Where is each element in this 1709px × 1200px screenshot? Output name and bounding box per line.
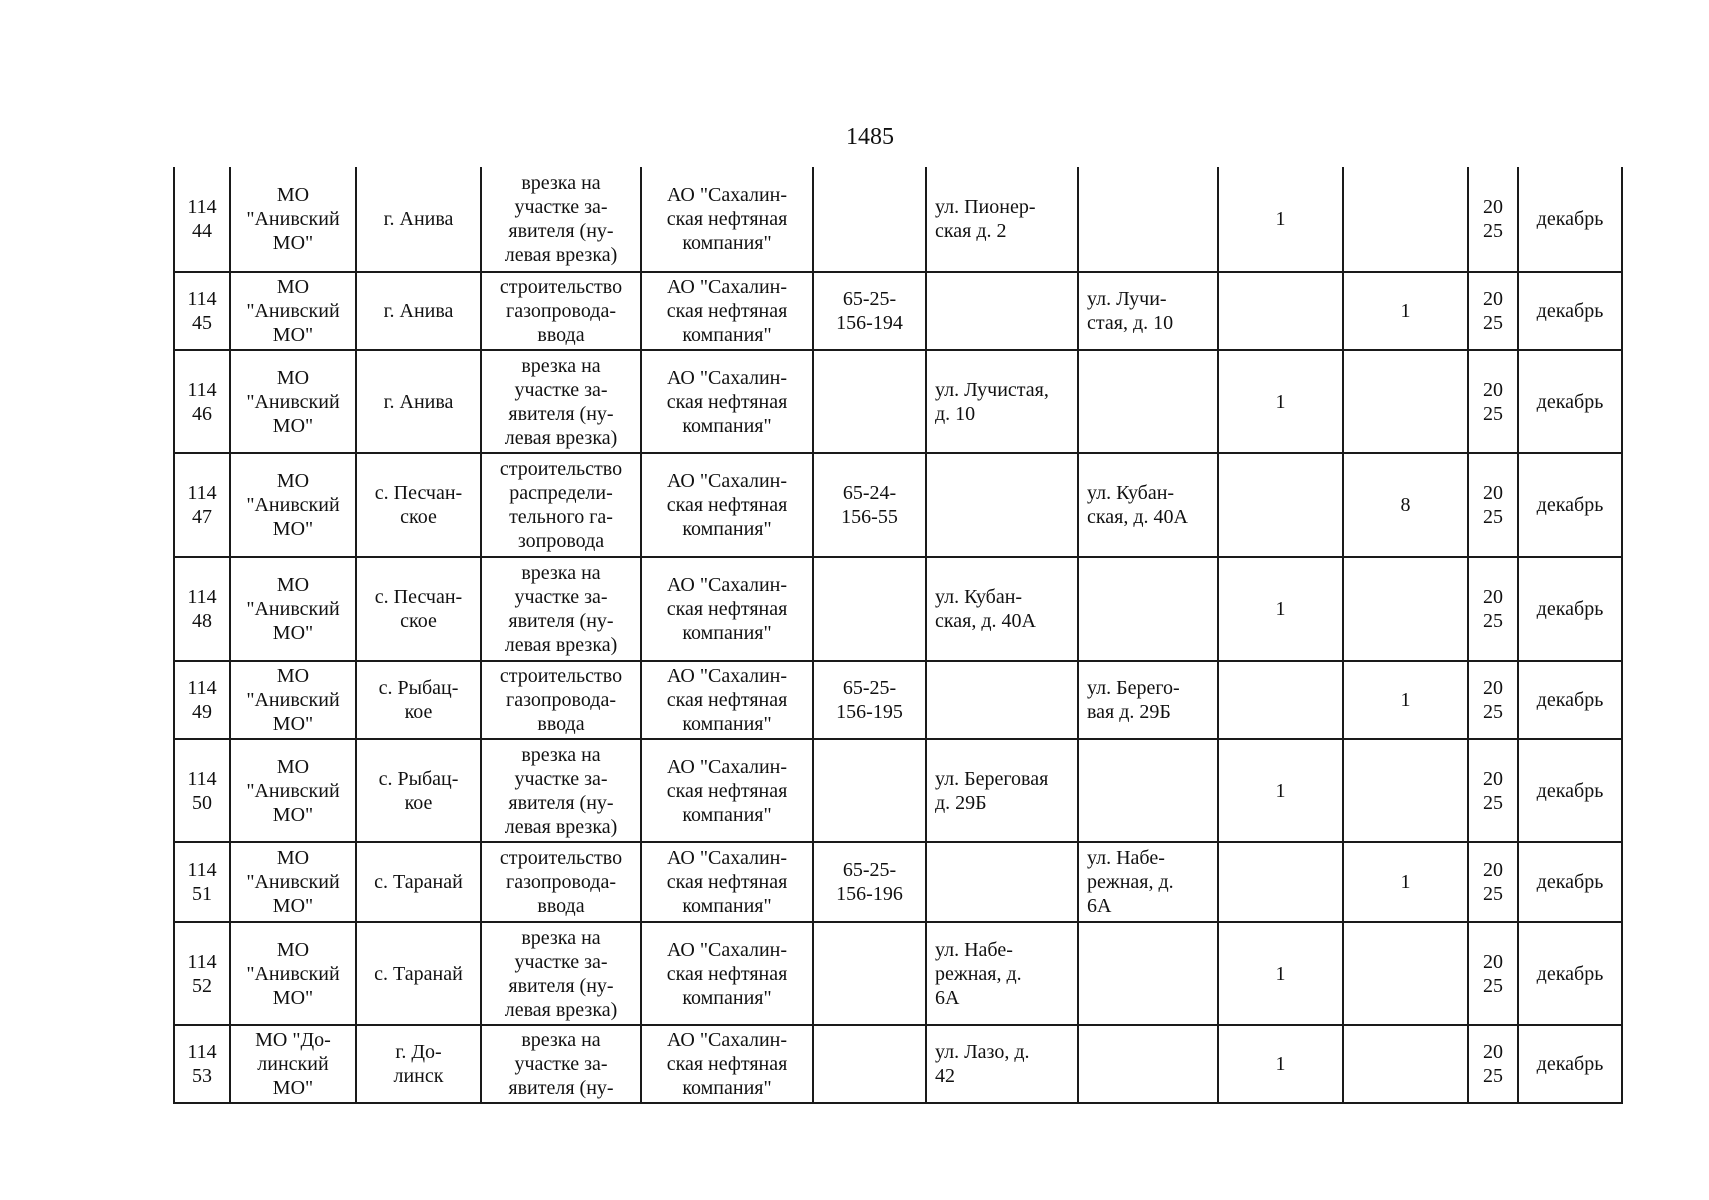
pipeline-quantity-cell <box>1343 842 1468 922</box>
work-type-cell <box>481 557 641 661</box>
row-number-cell <box>174 661 230 739</box>
month-text: декабрь <box>1536 871 1604 893</box>
settlement-cell <box>356 557 481 661</box>
organization-text: АО "Сахалин- ская нефтяная компания" <box>666 1029 788 1099</box>
row-number-text: 114 51 <box>187 859 217 905</box>
table-row <box>174 453 1622 557</box>
pipeline-quantity-cell <box>1343 272 1468 350</box>
settlement-cell <box>356 661 481 739</box>
work-type-cell <box>481 1025 641 1103</box>
connection-quantity-cell <box>1218 661 1343 739</box>
pipeline-quantity-cell <box>1343 350 1468 453</box>
organization-text: АО "Сахалин- ская нефтяная компания" <box>666 847 788 917</box>
organization-text: АО "Сахалин- ская нефтяная компания" <box>666 665 788 735</box>
row-number-text: 114 53 <box>187 1041 217 1087</box>
month-cell <box>1518 739 1622 842</box>
month-text: декабрь <box>1536 494 1604 516</box>
month-cell <box>1518 1025 1622 1103</box>
pipeline-quantity-text: 1 <box>1400 689 1411 711</box>
pipeline-quantity-cell <box>1343 661 1468 739</box>
table-row <box>174 922 1622 1025</box>
year-cell <box>1468 557 1518 661</box>
project-code-cell <box>813 167 926 272</box>
month-text: декабрь <box>1536 300 1604 322</box>
year-cell <box>1468 661 1518 739</box>
row-number-text: 114 45 <box>187 288 217 334</box>
year-text: 20 25 <box>1483 196 1503 242</box>
project-code-cell <box>813 661 926 739</box>
connection-quantity-cell <box>1218 167 1343 272</box>
connection-address-text: ул. Береговая д. 29Б <box>935 767 1049 814</box>
row-number-text: 114 50 <box>187 767 217 814</box>
year-cell <box>1468 350 1518 453</box>
municipality-cell <box>230 453 356 557</box>
project-code-text: 65-25- 156-195 <box>836 677 903 723</box>
municipality-text: МО "До- линский МО" <box>255 1029 331 1099</box>
year-text: 20 25 <box>1483 378 1503 425</box>
connection-address-cell <box>926 272 1078 350</box>
organization-cell <box>641 557 813 661</box>
settlement-cell <box>356 842 481 922</box>
municipality-text: МО "Анивский МО" <box>246 574 340 644</box>
settlement-cell <box>356 350 481 453</box>
row-number-cell <box>174 842 230 922</box>
row-number-text: 114 52 <box>187 950 217 997</box>
pipeline-address-cell <box>1078 453 1218 557</box>
organization-text: АО "Сахалин- ская нефтяная компания" <box>666 755 788 826</box>
municipality-text: МО "Анивский МО" <box>246 470 340 540</box>
row-number-text: 114 47 <box>187 482 217 528</box>
connection-address-text: ул. Набе- режная, д. 6А <box>935 938 1022 1009</box>
project-code-cell <box>813 350 926 453</box>
pipeline-address-cell <box>1078 557 1218 661</box>
row-number-cell <box>174 922 230 1025</box>
project-code-cell <box>813 272 926 350</box>
project-code-text: 65-24- 156-55 <box>841 482 898 528</box>
year-text: 20 25 <box>1483 1041 1503 1087</box>
municipality-text: МО "Анивский МО" <box>246 938 340 1009</box>
project-code-text: 65-25- 156-194 <box>836 288 903 334</box>
settlement-cell <box>356 272 481 350</box>
settlement-text: с. Таранай <box>374 962 463 985</box>
connection-quantity-cell <box>1218 272 1343 350</box>
pipeline-quantity-text: 1 <box>1400 871 1411 893</box>
connection-address-cell <box>926 661 1078 739</box>
pipeline-address-cell <box>1078 739 1218 842</box>
municipality-text: МО "Анивский МО" <box>246 276 340 346</box>
settlement-text: г. Анива <box>383 390 454 413</box>
organization-cell <box>641 842 813 922</box>
month-cell <box>1518 350 1622 453</box>
connection-quantity-cell <box>1218 842 1343 922</box>
organization-cell <box>641 272 813 350</box>
pipeline-quantity-cell <box>1343 453 1468 557</box>
month-cell <box>1518 272 1622 350</box>
pipeline-quantity-cell <box>1343 167 1468 272</box>
work-type-cell <box>481 842 641 922</box>
year-text: 20 25 <box>1483 767 1503 814</box>
connection-address-text: ул. Лучистая, д. 10 <box>935 378 1049 425</box>
month-text: декабрь <box>1536 962 1604 985</box>
pipeline-quantity-text: 1 <box>1400 300 1411 322</box>
settlement-text: с. Таранай <box>374 871 463 893</box>
table-row <box>174 557 1622 661</box>
organization-text: АО "Сахалин- ская нефтяная компания" <box>666 276 788 346</box>
municipality-text: МО "Анивский МО" <box>246 366 340 437</box>
settlement-text: с. Песчан- ское <box>374 586 463 632</box>
connection-address-cell <box>926 842 1078 922</box>
connection-quantity-cell <box>1218 350 1343 453</box>
row-number-text: 114 48 <box>187 586 217 632</box>
project-code-cell <box>813 557 926 661</box>
settlement-cell <box>356 167 481 272</box>
year-text: 20 25 <box>1483 482 1503 528</box>
municipality-cell <box>230 739 356 842</box>
work-type-text: врезка на участке за- явителя (ну- левая врезка) <box>504 172 618 266</box>
connection-address-text: ул. Пионер- ская д. 2 <box>935 196 1036 242</box>
connection-quantity-text: 1 <box>1275 598 1286 620</box>
pipeline-quantity-text: 8 <box>1400 494 1411 516</box>
connection-address-cell <box>926 1025 1078 1103</box>
project-code-text: 65-25- 156-196 <box>836 859 903 905</box>
settlement-text: г. Анива <box>383 208 454 230</box>
organization-cell <box>641 167 813 272</box>
row-number-cell <box>174 739 230 842</box>
connection-quantity-text: 1 <box>1275 208 1286 230</box>
row-number-cell <box>174 272 230 350</box>
work-type-text: строительство газопровода- ввода <box>499 847 623 917</box>
year-cell <box>1468 167 1518 272</box>
organization-cell <box>641 739 813 842</box>
connection-quantity-text: 1 <box>1275 779 1286 802</box>
work-type-cell <box>481 167 641 272</box>
pipeline-address-cell <box>1078 272 1218 350</box>
table-row <box>174 661 1622 739</box>
project-code-cell <box>813 739 926 842</box>
settlement-cell <box>356 1025 481 1103</box>
work-type-cell <box>481 453 641 557</box>
pipeline-address-text: ул. Набе- режная, д. 6А <box>1087 847 1174 917</box>
project-code-cell <box>813 453 926 557</box>
connection-address-cell <box>926 350 1078 453</box>
row-number-cell <box>174 167 230 272</box>
municipality-text: МО "Анивский МО" <box>246 847 340 917</box>
connection-quantity-cell <box>1218 1025 1343 1103</box>
organization-cell <box>641 661 813 739</box>
connection-address-text: ул. Кубан- ская, д. 40А <box>935 586 1036 632</box>
work-type-text: врезка на участке за- явителя (ну- <box>508 1029 614 1099</box>
month-cell <box>1518 167 1622 272</box>
organization-cell <box>641 453 813 557</box>
municipality-text: МО "Анивский МО" <box>246 755 340 826</box>
connection-quantity-text: 1 <box>1275 1053 1286 1075</box>
gas-connection-table <box>173 167 1623 1104</box>
page-number: 1485 <box>846 124 894 150</box>
year-text: 20 25 <box>1483 586 1503 632</box>
organization-cell <box>641 350 813 453</box>
year-text: 20 25 <box>1483 288 1503 334</box>
work-type-text: строительство распредели- тельного га- зопровода <box>499 458 623 552</box>
work-type-cell <box>481 739 641 842</box>
year-cell <box>1468 453 1518 557</box>
connection-address-cell <box>926 453 1078 557</box>
year-cell <box>1468 1025 1518 1103</box>
pipeline-quantity-cell <box>1343 739 1468 842</box>
settlement-text: г. Анива <box>383 300 454 322</box>
year-cell <box>1468 272 1518 350</box>
municipality-cell <box>230 557 356 661</box>
table-body <box>174 167 1622 1103</box>
month-text: декабрь <box>1536 1053 1604 1075</box>
municipality-cell <box>230 272 356 350</box>
connection-address-cell <box>926 557 1078 661</box>
pipeline-address-cell <box>1078 842 1218 922</box>
connection-quantity-cell <box>1218 922 1343 1025</box>
municipality-cell <box>230 842 356 922</box>
settlement-text: с. Песчан- ское <box>374 482 463 528</box>
project-code-cell <box>813 1025 926 1103</box>
row-number-cell <box>174 1025 230 1103</box>
organization-cell <box>641 922 813 1025</box>
table-row <box>174 1025 1622 1103</box>
connection-quantity-cell <box>1218 557 1343 661</box>
work-type-cell <box>481 922 641 1025</box>
municipality-cell <box>230 922 356 1025</box>
connection-address-text: ул. Лазо, д. 42 <box>935 1041 1030 1087</box>
year-cell <box>1468 842 1518 922</box>
month-text: декабрь <box>1536 208 1604 230</box>
organization-text: АО "Сахалин- ская нефтяная компания" <box>666 184 788 254</box>
organization-text: АО "Сахалин- ская нефтяная компания" <box>666 574 788 644</box>
year-text: 20 25 <box>1483 677 1503 723</box>
work-type-text: врезка на участке за- явителя (ну- левая врезка) <box>504 926 618 1021</box>
row-number-cell <box>174 453 230 557</box>
year-text: 20 25 <box>1483 950 1503 997</box>
work-type-text: врезка на участке за- явителя (ну- левая врезка) <box>504 354 618 449</box>
project-code-cell <box>813 842 926 922</box>
row-number-text: 114 46 <box>187 378 217 425</box>
table-row <box>174 167 1622 272</box>
municipality-text: МО "Анивский МО" <box>246 184 340 254</box>
work-type-cell <box>481 661 641 739</box>
pipeline-address-text: ул. Кубан- ская, д. 40А <box>1087 482 1188 528</box>
connection-quantity-cell <box>1218 453 1343 557</box>
connection-address-cell <box>926 739 1078 842</box>
month-cell <box>1518 661 1622 739</box>
pipeline-address-cell <box>1078 661 1218 739</box>
row-number-text: 114 44 <box>187 196 217 242</box>
table-row <box>174 739 1622 842</box>
settlement-text: г. До- линск <box>393 1041 444 1087</box>
organization-text: АО "Сахалин- ская нефтяная компания" <box>666 938 788 1009</box>
work-type-text: строительство газопровода- ввода <box>499 276 623 346</box>
organization-cell <box>641 1025 813 1103</box>
table-row <box>174 350 1622 453</box>
work-type-cell <box>481 272 641 350</box>
pipeline-address-cell <box>1078 922 1218 1025</box>
connection-address-cell <box>926 167 1078 272</box>
row-number-cell <box>174 557 230 661</box>
table-row <box>174 842 1622 922</box>
municipality-cell <box>230 661 356 739</box>
settlement-cell <box>356 739 481 842</box>
municipality-cell <box>230 350 356 453</box>
work-type-text: строительство газопровода- ввода <box>499 665 623 735</box>
work-type-cell <box>481 350 641 453</box>
settlement-text: с. Рыбац- кое <box>378 677 459 723</box>
table-row <box>174 272 1622 350</box>
connection-address-cell <box>926 922 1078 1025</box>
settlement-cell <box>356 453 481 557</box>
month-cell <box>1518 453 1622 557</box>
month-text: декабрь <box>1536 779 1604 802</box>
pipeline-address-cell <box>1078 167 1218 272</box>
pipeline-quantity-cell <box>1343 1025 1468 1103</box>
month-text: декабрь <box>1536 598 1604 620</box>
row-number-cell <box>174 350 230 453</box>
pipeline-address-cell <box>1078 350 1218 453</box>
pipeline-quantity-cell <box>1343 922 1468 1025</box>
work-type-text: врезка на участке за- явителя (ну- левая врезка) <box>504 562 618 656</box>
settlement-text: с. Рыбац- кое <box>378 767 459 814</box>
settlement-cell <box>356 922 481 1025</box>
connection-quantity-cell <box>1218 739 1343 842</box>
month-cell <box>1518 842 1622 922</box>
year-cell <box>1468 739 1518 842</box>
month-cell <box>1518 557 1622 661</box>
organization-text: АО "Сахалин- ская нефтяная компания" <box>666 470 788 540</box>
month-text: декабрь <box>1536 390 1604 413</box>
municipality-text: МО "Анивский МО" <box>246 665 340 735</box>
pipeline-address-text: ул. Берего- вая д. 29Б <box>1087 677 1180 723</box>
organization-text: АО "Сахалин- ская нефтяная компания" <box>666 366 788 437</box>
pipeline-address-cell <box>1078 1025 1218 1103</box>
pipeline-address-text: ул. Лучи- стая, д. 10 <box>1087 288 1174 334</box>
municipality-cell <box>230 1025 356 1103</box>
municipality-cell <box>230 167 356 272</box>
connection-quantity-text: 1 <box>1275 962 1286 985</box>
connection-quantity-text: 1 <box>1275 390 1286 413</box>
year-cell <box>1468 922 1518 1025</box>
work-type-text: врезка на участке за- явителя (ну- левая врезка) <box>504 743 618 838</box>
project-code-cell <box>813 922 926 1025</box>
month-cell <box>1518 922 1622 1025</box>
month-text: декабрь <box>1536 689 1604 711</box>
pipeline-quantity-cell <box>1343 557 1468 661</box>
year-text: 20 25 <box>1483 859 1503 905</box>
row-number-text: 114 49 <box>187 677 217 723</box>
